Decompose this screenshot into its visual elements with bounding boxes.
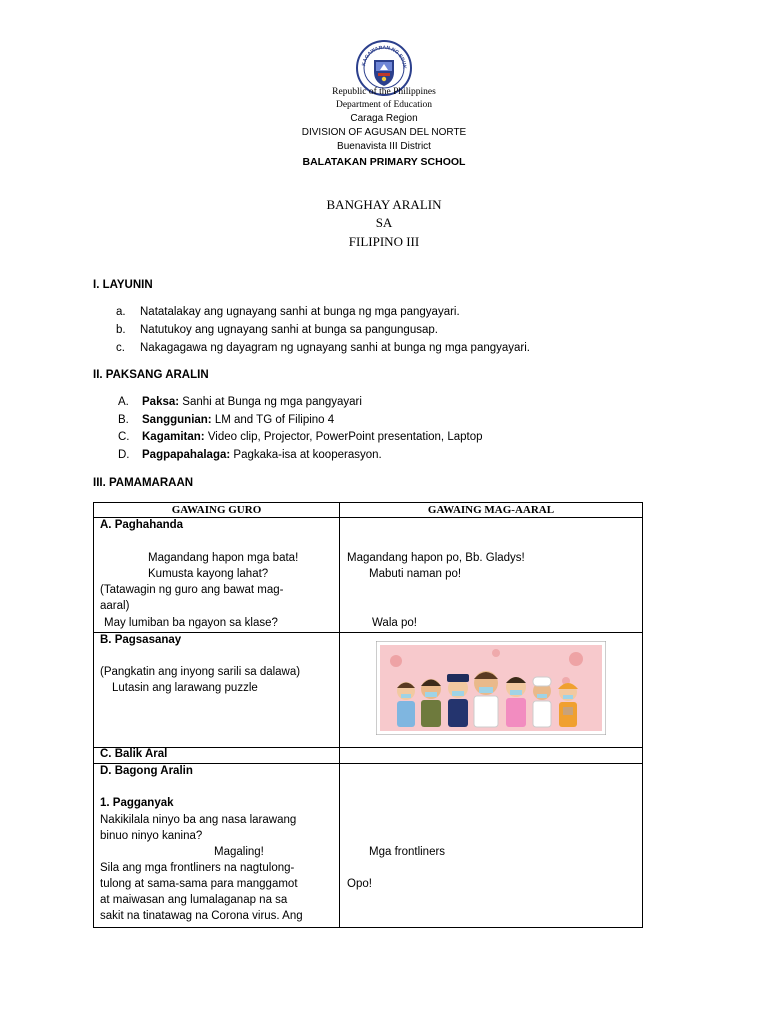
list-marker: B. [118,414,129,426]
pamamaraan-table [93,502,643,928]
svg-text:KAGAWARAN NG EDUKASYON: KAGAWARAN NG EDUK [361,44,408,69]
row-label-bagong-aralin: D. Bagong Aralin [100,765,193,777]
doc-title-line3: FILIPINO III [348,234,420,249]
list-marker: A. [118,396,129,408]
list-marker: D. [118,449,130,461]
item-label: Kagamitan: [142,431,205,443]
header-region: Caraga Region [350,113,418,124]
item-label: Paksa: [142,396,180,408]
header-republic: Republic of the Philippines [332,87,436,97]
doc-title-line2: SA [375,215,393,230]
header-school: BALATAKAN PRIMARY SCHOOL [302,156,466,168]
guro-text: (Tatawagin ng guro ang bawat mag- [100,584,284,596]
column-header-guro: GAWAING GURO [94,503,340,518]
row-label-balik-aral: C. Balik Aral [100,748,168,760]
doc-title-line1: BANGHAY ARALIN [326,197,442,212]
student-text: Mga frontliners [369,846,446,858]
list-marker: a. [116,306,126,318]
list-marker: C. [118,431,130,443]
list-marker: c. [116,342,125,354]
student-text: Wala po! [372,617,417,629]
item-text: Sanhi at Bunga ng mga pangyayari [179,396,362,408]
guro-text: Nakikilala ninyo ba ang nasa larawang [100,814,297,826]
guro-text: binuo ninyo kanina? [100,830,203,842]
guro-text: (Pangkatin ang inyong sarili sa dalawa) [100,666,301,678]
guro-text: Magandang hapon mga bata! [148,552,299,564]
guro-text: Kumusta kayong lahat? [148,568,269,580]
guro-text: Sila ang mga frontliners na nagtulong- [100,862,295,874]
list-text: Nakagagawa ng dayagram ng ugnayang sanhi at bunga ng mga pangyayari. [140,342,531,354]
header-division: DIVISION OF AGUSAN DEL NORTE [301,127,467,138]
list-marker: b. [116,324,126,336]
item-label: Sanggunian: [142,414,212,426]
table-row [94,518,643,633]
guro-text: Magaling! [214,846,264,858]
sub-label-pagganyak: 1. Pagganyak [100,797,174,809]
guro-text: aaral) [100,600,130,612]
guro-text: tulong at sama-sama para manggamot [100,878,298,890]
student-text: Mabuti naman po! [369,568,462,580]
row-label-pagsasanay: B. Pagsasanay [100,634,182,646]
student-text: Opo! [347,878,372,890]
row-label-paghahanda: A. Paghahanda [100,519,184,531]
frontliners-puzzle-image [376,641,606,735]
header-department: Department of Education [335,100,433,110]
item-text: Video clip, Projector, PowerPoint presentation, Laptop [204,431,483,443]
table-header-row [94,503,643,518]
list-text: Natutukoy ang ugnayang sanhi at bunga sa pangungusap. [140,324,438,336]
section-layunin-heading: I. LAYUNIN [93,279,153,291]
section-paksang-aralin-heading: II. PAKSANG ARALIN [93,369,209,381]
column-header-mag-aaral: GAWAING MAG-AARAL [340,503,643,518]
list-text: Natatalakay ang ugnayang sanhi at bunga ng mga pangyayari. [140,306,460,318]
table-row [94,633,643,748]
section-pamamaraan-heading: III. PAMAMARAAN [93,477,194,489]
item-label: Pagpapahalaga: [142,449,231,461]
guro-text: Lutasin ang larawang puzzle [112,682,258,694]
guro-text: sakit na tinatawag na Corona virus. Ang [100,910,303,922]
student-text: Magandang hapon po, Bb. Gladys! [347,552,525,564]
table-row [94,764,643,928]
item-text: LM and TG of Filipino 4 [211,414,335,426]
guro-text: May lumiban ba ngayon sa klase? [104,617,278,629]
guro-text: at maiwasan ang lumalaganap na sa [100,894,288,906]
table-row [94,748,643,764]
header-district: Buenavista III District [337,141,431,152]
item-text: Pagkaka-isa at kooperasyon. [230,449,382,461]
